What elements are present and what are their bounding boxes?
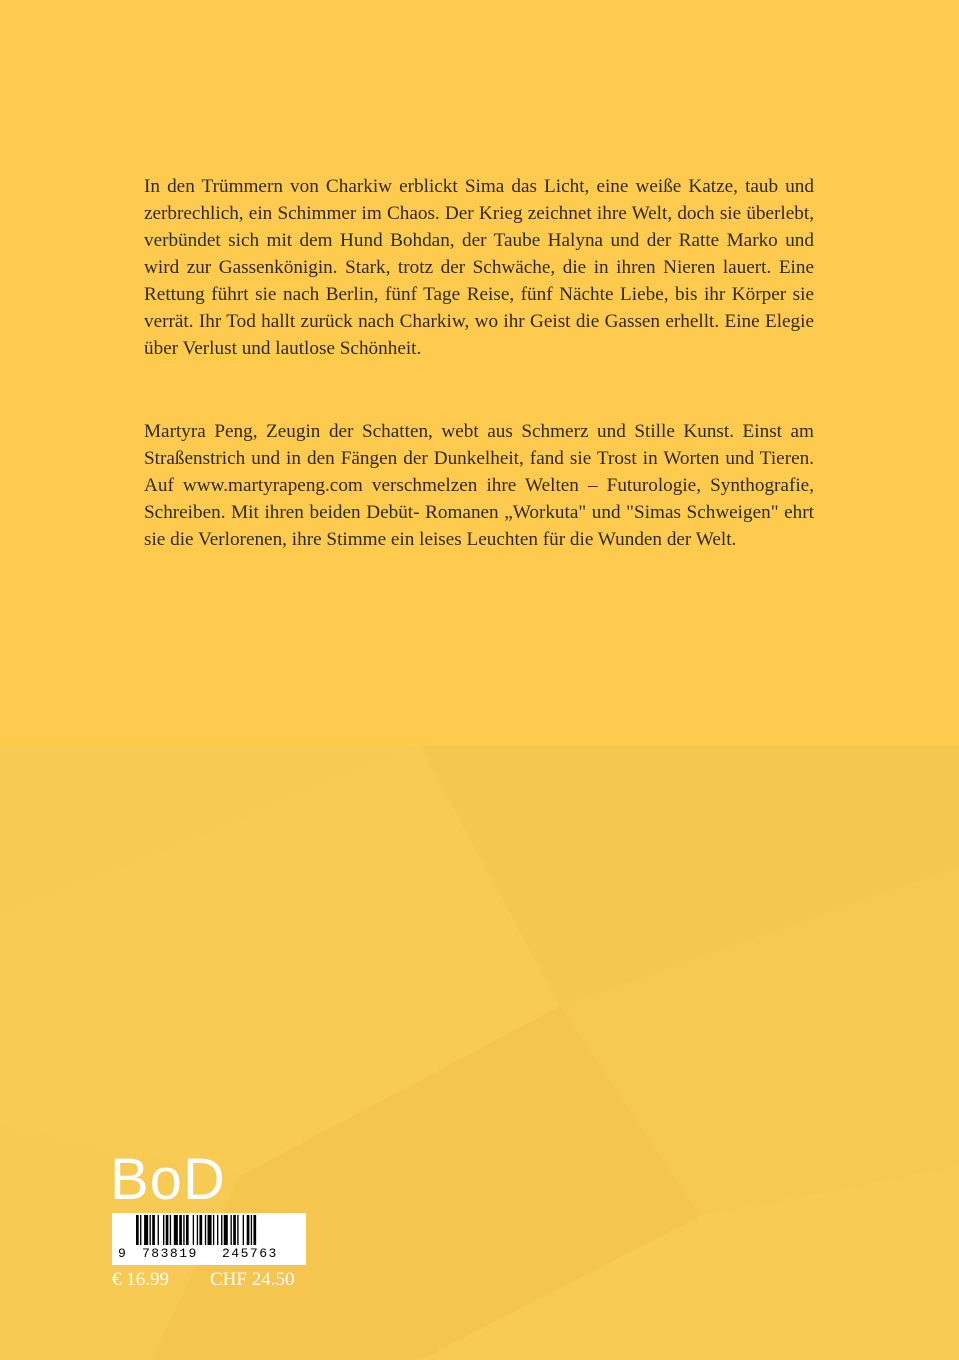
barcode-bars (112, 1213, 306, 1247)
book-synopsis: In den Trümmern von Charkiw erblickt Sima das Licht, eine weiße Katze, taub und zerbrechlich, ein Schimmer im Chaos. Der Krieg zeichnet ihre Welt, doch sie überlebt, verbündet sich mit dem Hund Bohdan, der Taube Halyna und der Ratte Marko und wird zur Gassenkönigin. Stark, trotz der Schwäche, die in ihren Nieren lauert. Eine Rettung führt sie nach Berlin, fünf Tage Reise, fünf Nächte Liebe, bis ihr Körper sie verrät. Ihr Tod hallt zurück nach Charkiw, wo ihr Geist die Gassen erhellt. Eine Elegie über Verlust und lautlose Schönheit. (144, 176, 814, 359)
barcode-bar (150, 1215, 151, 1245)
isbn-left-group: 783819 (142, 1246, 198, 1261)
isbn-prefix-digit: 9 (118, 1246, 126, 1261)
barcode-bar (186, 1215, 189, 1245)
barcode-bar (217, 1215, 218, 1245)
barcode-bar (243, 1215, 244, 1245)
barcode-bar (213, 1215, 214, 1245)
barcode-bar (144, 1215, 148, 1245)
publisher-logo: BoD (110, 1147, 226, 1212)
barcode-bar (174, 1215, 178, 1245)
barcode-bar (233, 1215, 236, 1245)
barcode-bar (237, 1215, 238, 1245)
barcode-bar (183, 1215, 184, 1245)
barcode-bar (163, 1215, 164, 1245)
barcode-bar (199, 1215, 202, 1245)
isbn-barcode (112, 1213, 306, 1265)
barcode-bar (170, 1215, 171, 1245)
price-euro: € 16.99 (112, 1269, 169, 1290)
barcode-bar (253, 1215, 256, 1245)
barcode-bar (166, 1215, 169, 1245)
barcode-bar (231, 1215, 232, 1245)
barcode-bar (221, 1215, 222, 1245)
price-swiss-franc: CHF 24.50 (210, 1269, 295, 1290)
barcode-bar (208, 1215, 212, 1245)
barcode-bar (224, 1215, 228, 1245)
barcode-bar (193, 1215, 194, 1245)
isbn-number (112, 1246, 306, 1262)
barcode-bar (179, 1215, 182, 1245)
barcode-bar (205, 1215, 206, 1245)
barcode-bar (251, 1215, 252, 1245)
barcode-bar (136, 1215, 139, 1245)
barcode-bar (140, 1215, 141, 1245)
barcode-bar (158, 1215, 159, 1245)
author-biography: Martyra Peng, Zeugin der Schatten, webt aus Schmerz und Stille Kunst. Einst am Straßenstrich und in den Fängen der Dunkelheit, fand sie Trost in Worten und Tieren. Auf www.martyrapeng.com verschmelzen ihre Welten – Futurologie, Synthografie, Schreiben. Mit ihren beiden Debüt- Romanen „Workuta" und "Simas Schweigen" ehrt sie die Verlorenen, ihre Stimme ein leises Leuchten für die Wunden der Welt. (144, 421, 814, 550)
barcode-bar (152, 1215, 155, 1245)
barcode-bar (197, 1215, 198, 1245)
isbn-right-group: 245763 (222, 1246, 278, 1261)
barcode-bar (247, 1215, 250, 1245)
